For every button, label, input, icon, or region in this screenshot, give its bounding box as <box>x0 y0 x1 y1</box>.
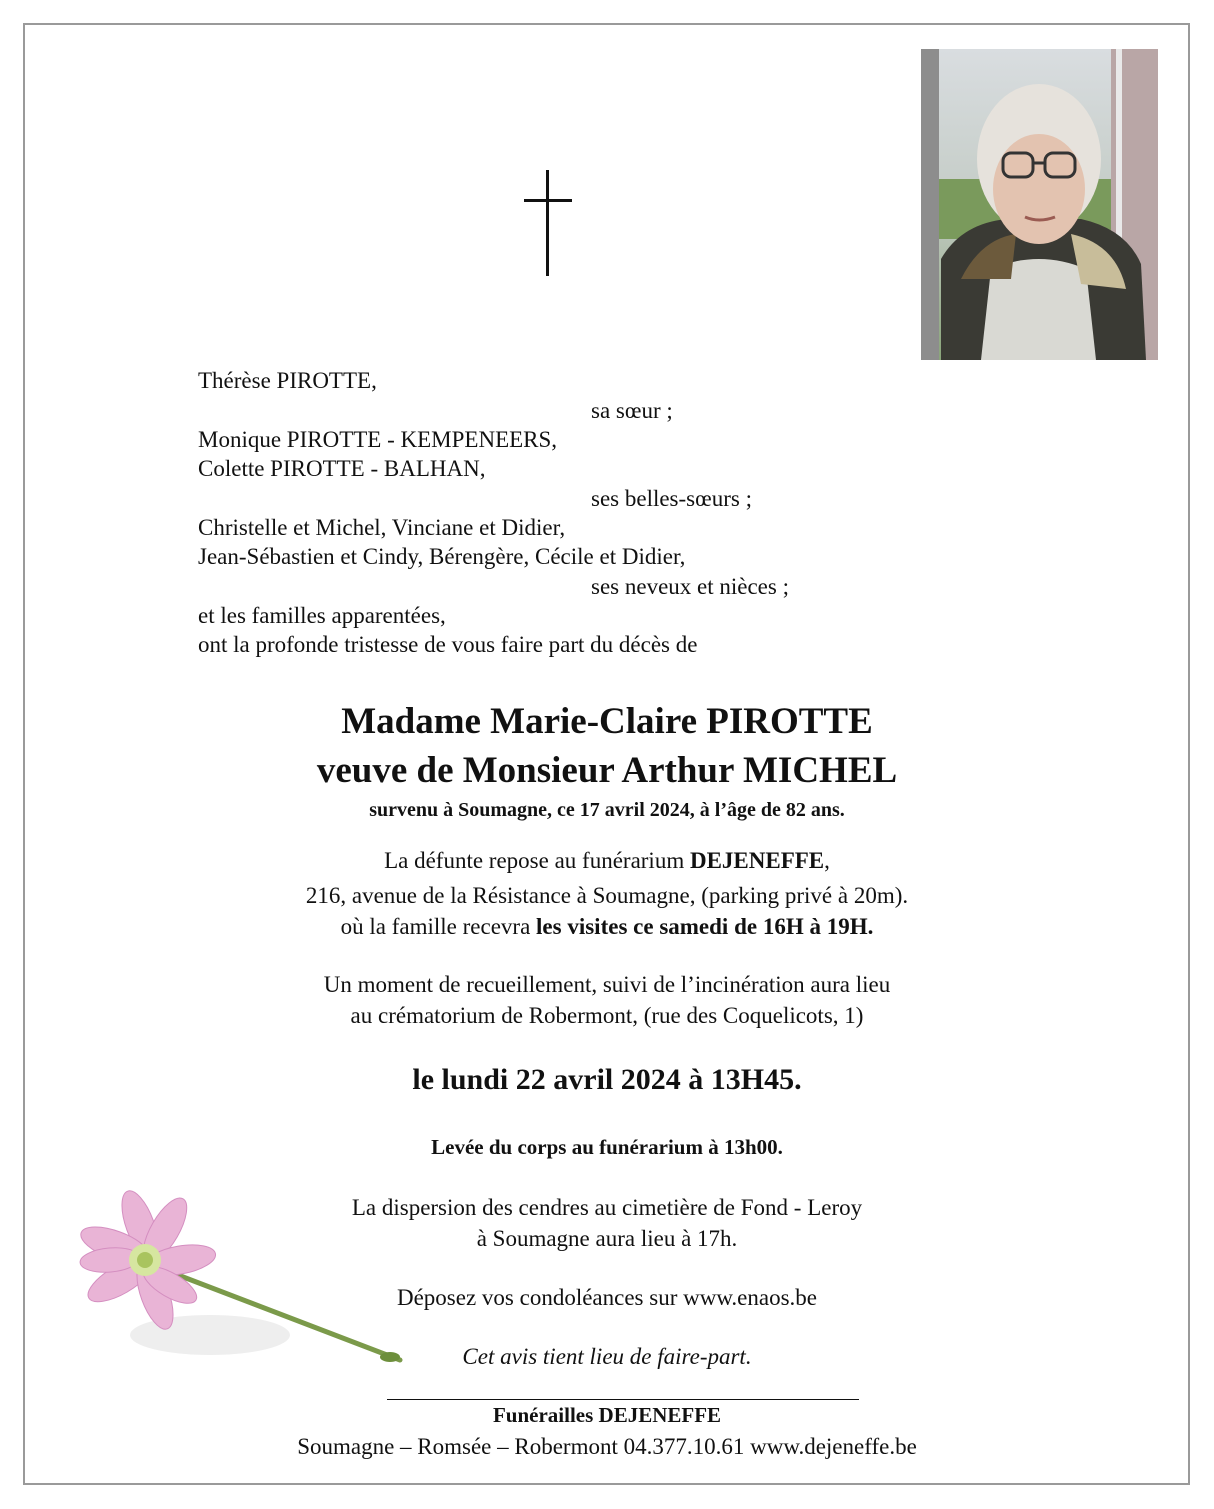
family-line-nephews-2: Jean-Sébastien et Cindy, Bérengère, Cécile et Didier, <box>198 544 686 569</box>
funerarium-name: DEJENEFFE <box>689 848 825 873</box>
condolences-line: Déposez vos condoléances sur www.enaos.be <box>396 1285 818 1310</box>
cross-icon <box>524 170 572 276</box>
flower-image <box>70 1185 415 1400</box>
funerarium-text: La défunte repose au funérarium <box>384 848 690 873</box>
announcement-line: ont la profonde tristesse de vous faire part du décès de <box>198 632 698 657</box>
dispersion-line-1: La dispersion des cendres au cimetière de Fond - Leroy <box>351 1195 863 1220</box>
death-details: survenu à Soumagne, ce 17 avril 2024, à l’âge de 82 ans. <box>369 799 845 821</box>
family-line-related: et les familles apparentées, <box>198 603 446 628</box>
footer-company: Funérailles DEJENEFFE <box>492 1403 722 1427</box>
deceased-spouse: veuve de Monsieur Arthur MICHEL <box>316 750 898 791</box>
family-role-nephews: ses neveux et nièces ; <box>591 574 789 599</box>
family-line-monique: Monique PIROTTE - KEMPENEERS, <box>198 427 558 452</box>
funerarium-line: La défunte repose au funérarium DEJENEFFE, <box>384 848 830 873</box>
deceased-name: Madame Marie-Claire PIROTTE <box>341 701 873 742</box>
family-role-sister: sa sœur ; <box>591 398 673 423</box>
visits-line <box>0 912 1214 942</box>
visits-hours: les visites ce samedi de 16H à 19H. <box>536 914 874 939</box>
footer-contact: Soumagne – Romsée – Robermont 04.377.10.61 www.dejeneffe.be <box>297 1434 917 1459</box>
levee-du-corps: Levée du corps au funérarium à 13h00. <box>431 1135 783 1159</box>
ceremony-date: le lundi 22 avril 2024 à 13H45. <box>412 1063 802 1096</box>
ceremony-line-1: Un moment de recueillement, suivi de l’incinération aura lieu <box>323 972 891 997</box>
footer-divider <box>387 1399 859 1400</box>
funerarium-address: 216, avenue de la Résistance à Soumagne, (parking privé à 20m). <box>305 883 909 908</box>
portrait-photo <box>921 49 1158 360</box>
family-line-therese: Thérèse PIROTTE, <box>198 368 377 393</box>
ceremony-line-2: au crématorium de Robermont, (rue des Coquelicots, 1) <box>350 1003 864 1028</box>
family-line-colette: Colette PIROTTE - BALHAN, <box>198 456 486 481</box>
family-line-nephews-1: Christelle et Michel, Vinciane et Didier, <box>198 515 566 540</box>
dispersion-line-2: à Soumagne aura lieu à 17h. <box>476 1226 738 1251</box>
faire-part-note: Cet avis tient lieu de faire-part. <box>462 1344 752 1369</box>
family-role-sisters-in-law: ses belles-sœurs ; <box>591 486 752 511</box>
visits-text: où la famille recevra <box>340 914 537 939</box>
